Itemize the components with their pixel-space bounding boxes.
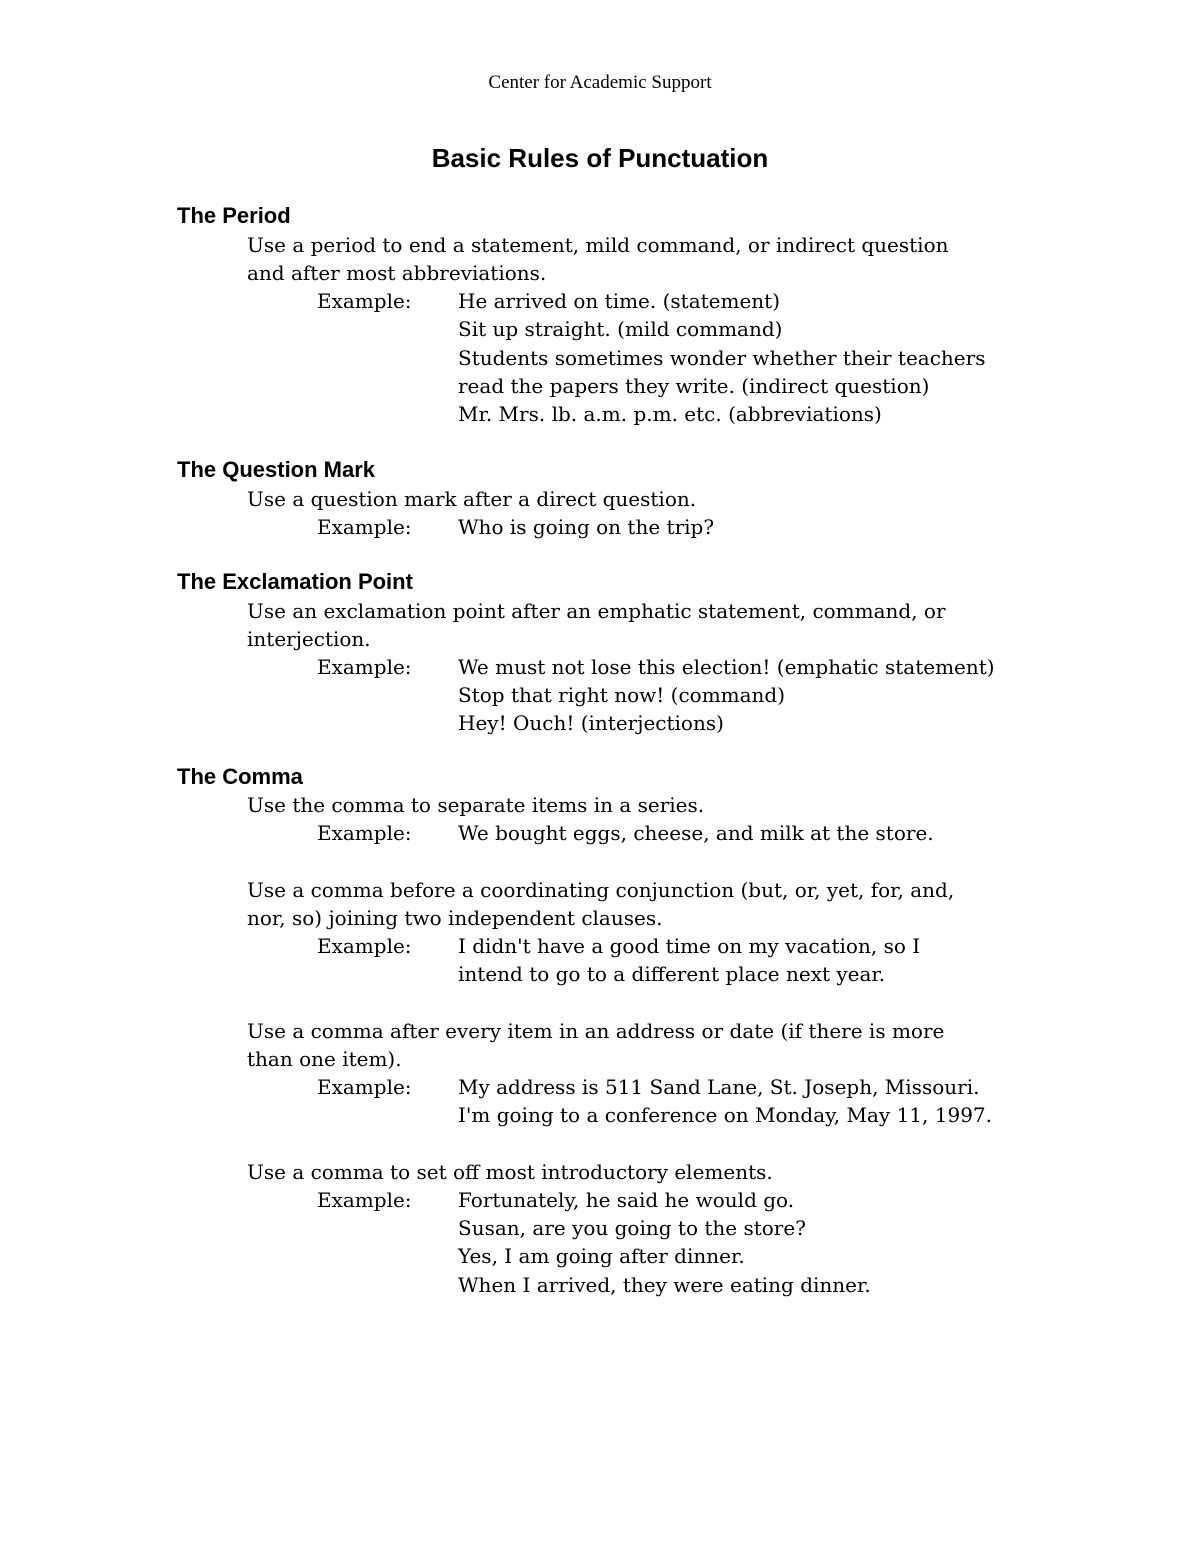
- rule-text: Use a period to end a statement, mild command, or indirect question: [247, 233, 949, 257]
- example-text: Mr. Mrs. lb. a.m. p.m. etc. (abbreviations): [458, 402, 882, 426]
- section-heading: The Exclamation Point: [177, 569, 413, 594]
- example-text: Yes, I am going after dinner.: [458, 1244, 745, 1268]
- example-text: Students sometimes wonder whether their teachers: [458, 346, 986, 370]
- rule-text: Use an exclamation point after an emphatic statement, command, or: [247, 599, 946, 623]
- example-text: Stop that right now! (command): [458, 683, 786, 707]
- page-title: Basic Rules of Punctuation: [431, 143, 769, 173]
- rule-text: Use the comma to separate items in a series.: [247, 793, 705, 817]
- example-text: intend to go to a different place next year.: [458, 962, 886, 986]
- rule-text: nor, so) joining two independent clauses.: [247, 906, 663, 930]
- example-label: Example:: [317, 515, 412, 539]
- example-text: Fortunately, he said he would go.: [458, 1188, 795, 1212]
- example-text: We bought eggs, cheese, and milk at the store.: [458, 821, 934, 845]
- example-label: Example:: [317, 655, 412, 679]
- example-text: Susan, are you going to the store?: [458, 1216, 806, 1240]
- example-label: Example:: [317, 821, 412, 845]
- example-text: We must not lose this election! (emphatic statement): [458, 655, 995, 679]
- example-label: Example:: [317, 289, 412, 313]
- example-label: Example:: [317, 934, 412, 958]
- example-label: Example:: [317, 1075, 412, 1099]
- example-text: I'm going to a conference on Monday, May 11, 1997.: [458, 1103, 992, 1127]
- example-text: read the papers they write. (indirect question): [458, 374, 930, 398]
- page-header: Center for Academic Support: [488, 72, 712, 93]
- section-heading: The Comma: [177, 764, 303, 789]
- rule-text: than one item).: [247, 1047, 402, 1071]
- rule-text: Use a comma to set off most introductory elements.: [247, 1160, 773, 1184]
- example-text: Who is going on the trip?: [458, 515, 715, 539]
- rule-text: Use a question mark after a direct question.: [247, 487, 697, 511]
- example-label: Example:: [317, 1188, 412, 1212]
- example-text: When I arrived, they were eating dinner.: [458, 1273, 871, 1297]
- example-text: Hey! Ouch! (interjections): [458, 711, 724, 735]
- rule-text: interjection.: [247, 627, 371, 651]
- example-text: He arrived on time. (statement): [458, 289, 781, 313]
- rule-text: and after most abbreviations.: [247, 261, 547, 285]
- example-text: My address is 511 Sand Lane, St. Joseph, Missouri.: [458, 1075, 980, 1099]
- example-text: I didn't have a good time on my vacation, so I: [458, 934, 921, 958]
- example-text: Sit up straight. (mild command): [458, 317, 783, 341]
- section-heading: The Question Mark: [177, 457, 376, 482]
- rule-text: Use a comma before a coordinating conjunction (but, or, yet, for, and,: [247, 878, 955, 902]
- rule-text: Use a comma after every item in an address or date (if there is more: [247, 1019, 945, 1043]
- section-heading: The Period: [177, 203, 291, 228]
